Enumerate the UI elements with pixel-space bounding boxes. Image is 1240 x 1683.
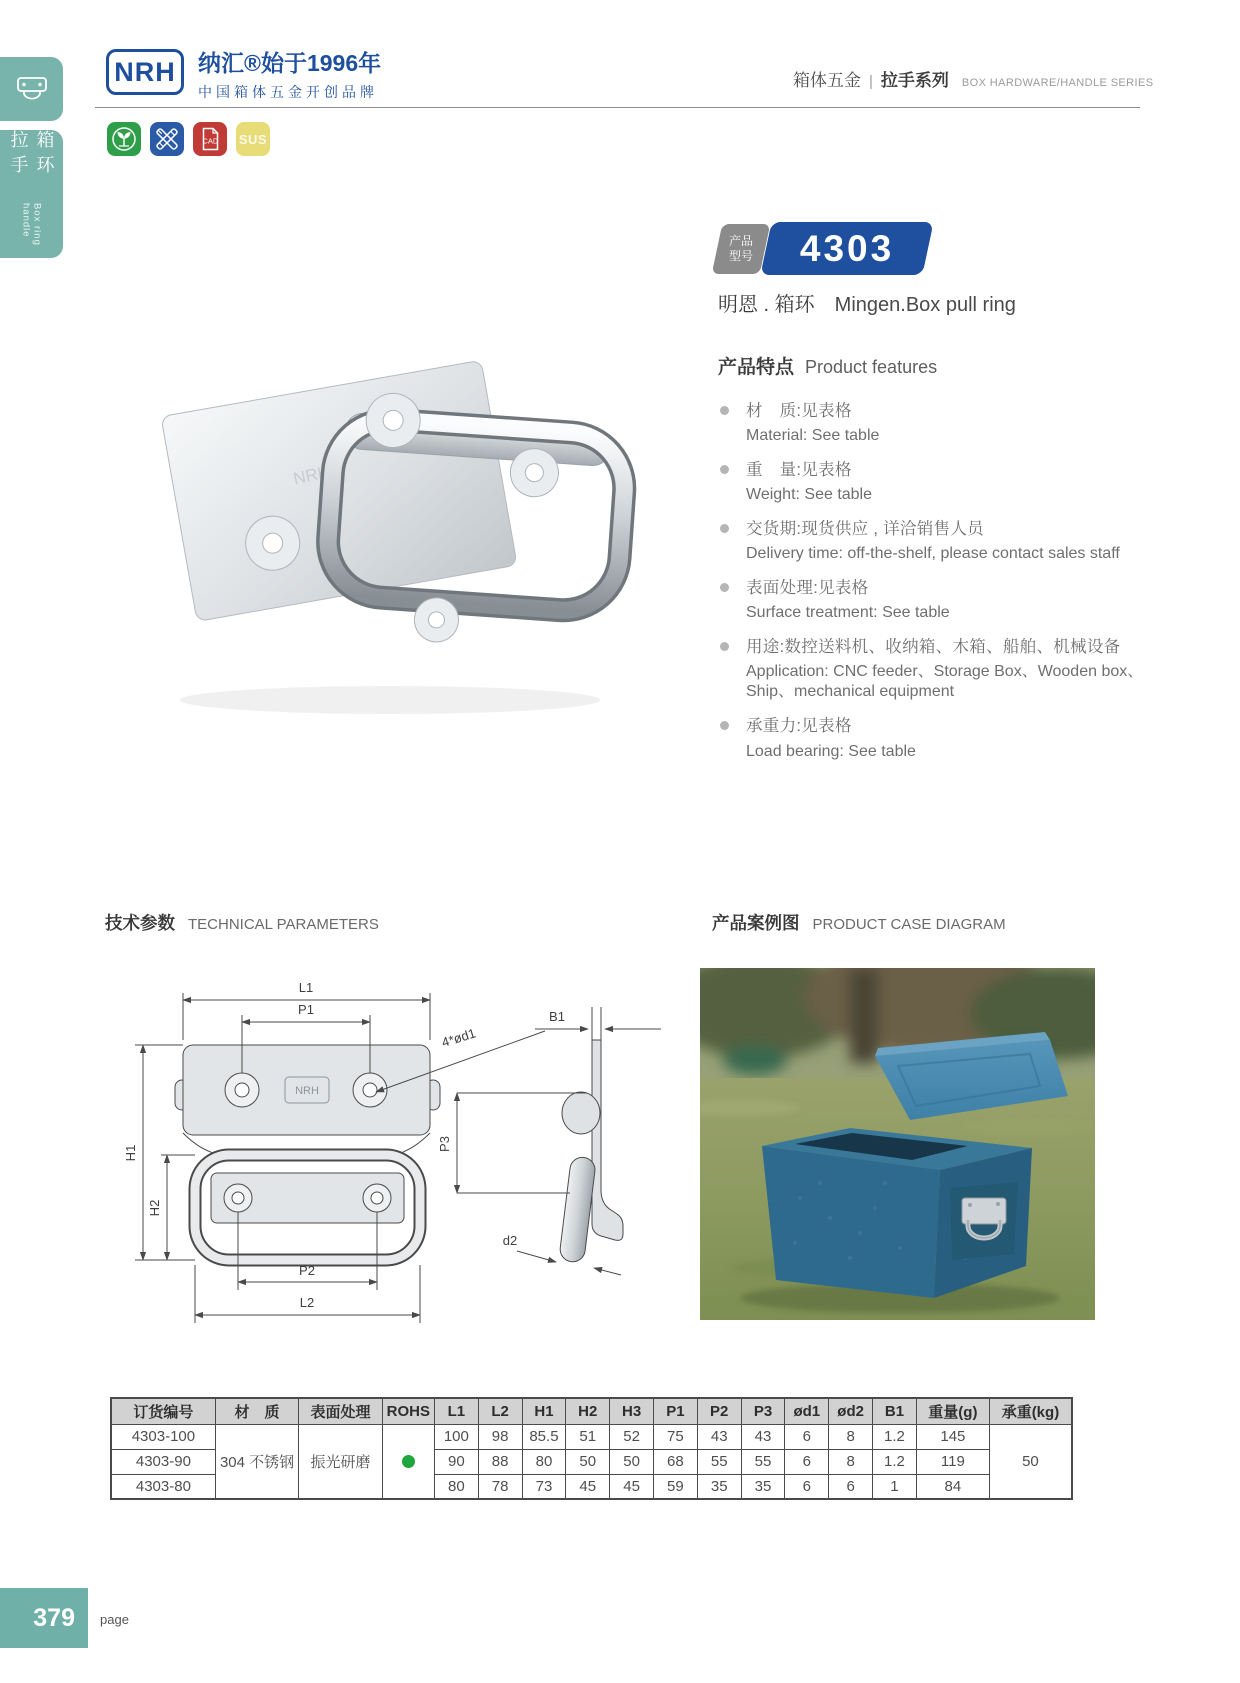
svg-text:B1: B1 xyxy=(549,1009,565,1024)
header-series xyxy=(793,66,1153,91)
page-number-badge xyxy=(0,1588,88,1648)
col-weight: 重量(g) xyxy=(916,1398,989,1424)
order-no: 4303-80 xyxy=(111,1474,215,1499)
nrh-logo xyxy=(106,49,184,95)
feature-delivery: 交货期:现货供应 , 详洽销售人员 Delivery time: off-the-shelf, please contact sales staff xyxy=(718,518,1150,564)
svg-text:L2: L2 xyxy=(299,1295,315,1310)
model-label-line2: 型号 xyxy=(728,249,753,263)
svg-text:H2: H2 xyxy=(147,1199,162,1217)
case-photo xyxy=(700,968,1095,1320)
svg-text:H1: H1 xyxy=(123,1144,138,1162)
svg-text:4*ød1: 4*ød1 xyxy=(439,1025,478,1050)
sus-label: SUS xyxy=(238,131,268,147)
bullet-icon xyxy=(720,642,729,651)
col-load: 承重(kg) xyxy=(989,1398,1072,1424)
brand-block xyxy=(198,45,381,102)
svg-text:P2: P2 xyxy=(299,1263,315,1278)
box-handle-icon xyxy=(13,72,51,106)
bullet-icon xyxy=(720,524,729,533)
cad-file-icon xyxy=(193,122,227,156)
bullet-icon xyxy=(720,465,729,474)
sidebar-tab-box-ring-handle[interactable] xyxy=(0,130,63,258)
header-divider: | xyxy=(869,73,873,90)
spec-table xyxy=(110,1397,1073,1500)
table-row: 4303-100 304 不锈钢 振光研磨 100 98 85.5 51 52 75 43 43 6 8 1.2 145 50 xyxy=(111,1424,1072,1449)
col-surface: 表面处理 xyxy=(299,1398,382,1424)
drawing-plate-logo: NRH xyxy=(295,1085,319,1097)
features-title-en: Product features xyxy=(805,357,938,377)
technical-drawing xyxy=(105,945,675,1345)
table-header-row: 订货编号 材 质 表面处理 ROHS L1 L2 H1 H2 H3 P1 P2 P3 ød1 ød2 B1 重量(g) 承重(kg) xyxy=(111,1398,1072,1424)
bullet-icon xyxy=(720,721,729,730)
rohs-cell xyxy=(382,1424,434,1499)
model-number: 4303 xyxy=(799,227,895,269)
rohs-dot-icon xyxy=(402,1455,415,1468)
model-label-line1: 产品 xyxy=(728,234,753,248)
bullet-icon xyxy=(720,406,729,415)
sidebar-tab-category[interactable] xyxy=(0,57,63,121)
header-rule xyxy=(95,107,1140,108)
case-diagram-title: 产品案例图 PRODUCT CASE DIAGRAM xyxy=(712,913,1006,933)
eco-sprout-icon xyxy=(107,122,141,156)
tech-parameters-title: 技术参数 TECHNICAL PARAMETERS xyxy=(105,913,379,933)
material-cell: 304 不锈钢 xyxy=(215,1424,298,1499)
svg-text:NRH: NRH xyxy=(291,462,332,489)
nrh-logo-text: NRH xyxy=(114,56,176,87)
sus-badge xyxy=(236,122,270,156)
brand-slogan: 纳汇®始于1996年 xyxy=(198,50,382,76)
svg-text:P3: P3 xyxy=(437,1136,452,1152)
table-row: 4303-90 90 88 80 50 50 68 55 55 6 8 1.2 119 xyxy=(111,1449,1072,1474)
col-material: 材 质 xyxy=(215,1398,298,1424)
sidebar-label-cn: 箱环拉手 xyxy=(8,130,55,180)
bullet-icon xyxy=(720,583,729,592)
cad-badge xyxy=(193,122,227,156)
sidebar-label-en: Box ring handle xyxy=(20,202,43,246)
certification-badges xyxy=(107,122,270,156)
svg-text:CAD: CAD xyxy=(202,136,219,146)
svg-text:L1: L1 xyxy=(298,980,314,995)
crossed-tools-icon xyxy=(150,122,184,156)
page-number: 379 xyxy=(33,1604,75,1632)
feature-weight: 重 量:见表格 Weight: See table xyxy=(718,459,1150,505)
col-order-no: 订货编号 xyxy=(111,1398,215,1424)
eco-badge xyxy=(107,122,141,156)
table-row: 4303-80 80 78 73 45 45 59 35 35 6 6 1 84 xyxy=(111,1474,1072,1499)
product-name-en: Mingen.Box pull ring xyxy=(834,294,1016,316)
header-series-cn: 拉手系列 xyxy=(880,71,949,90)
model-number-banner xyxy=(760,222,933,275)
surface-cell: 振光研磨 xyxy=(299,1424,382,1499)
header-series-en: BOX HARDWARE/HANDLE SERIES xyxy=(961,77,1154,89)
svg-text:d2: d2 xyxy=(502,1233,518,1248)
page-label: page xyxy=(100,1612,129,1627)
header-category: 箱体五金 xyxy=(793,71,861,90)
product-name-cn: 明恩 . 箱环 xyxy=(718,294,815,316)
feature-material: 材 质:见表格 Material: See table xyxy=(718,400,1150,446)
brand-subtitle: 中国箱体五金开创品牌 xyxy=(198,84,378,100)
feature-application: 用途:数控送料机、收纳箱、木箱、船舶、机械设备 Application: CNC feeder、Storage Box、Wooden box、Ship、mechanical equipment xyxy=(718,636,1150,702)
order-no: 4303-90 xyxy=(111,1449,215,1474)
svg-text:P1: P1 xyxy=(298,1002,314,1017)
product-name xyxy=(718,288,1016,317)
product-features xyxy=(718,352,1150,775)
order-no: 4303-100 xyxy=(111,1424,215,1449)
features-title xyxy=(718,352,1150,379)
features-title-cn: 产品特点 xyxy=(718,357,795,378)
feature-load-bearing: 承重力:见表格 Load bearing: See table xyxy=(718,715,1150,761)
features-list xyxy=(718,400,1150,762)
tools-badge xyxy=(150,122,184,156)
load-cell: 50 xyxy=(989,1424,1072,1499)
col-rohs: ROHS xyxy=(382,1398,434,1424)
feature-surface: 表面处理:见表格 Surface treatment: See table xyxy=(718,577,1150,623)
product-photo xyxy=(110,292,650,722)
